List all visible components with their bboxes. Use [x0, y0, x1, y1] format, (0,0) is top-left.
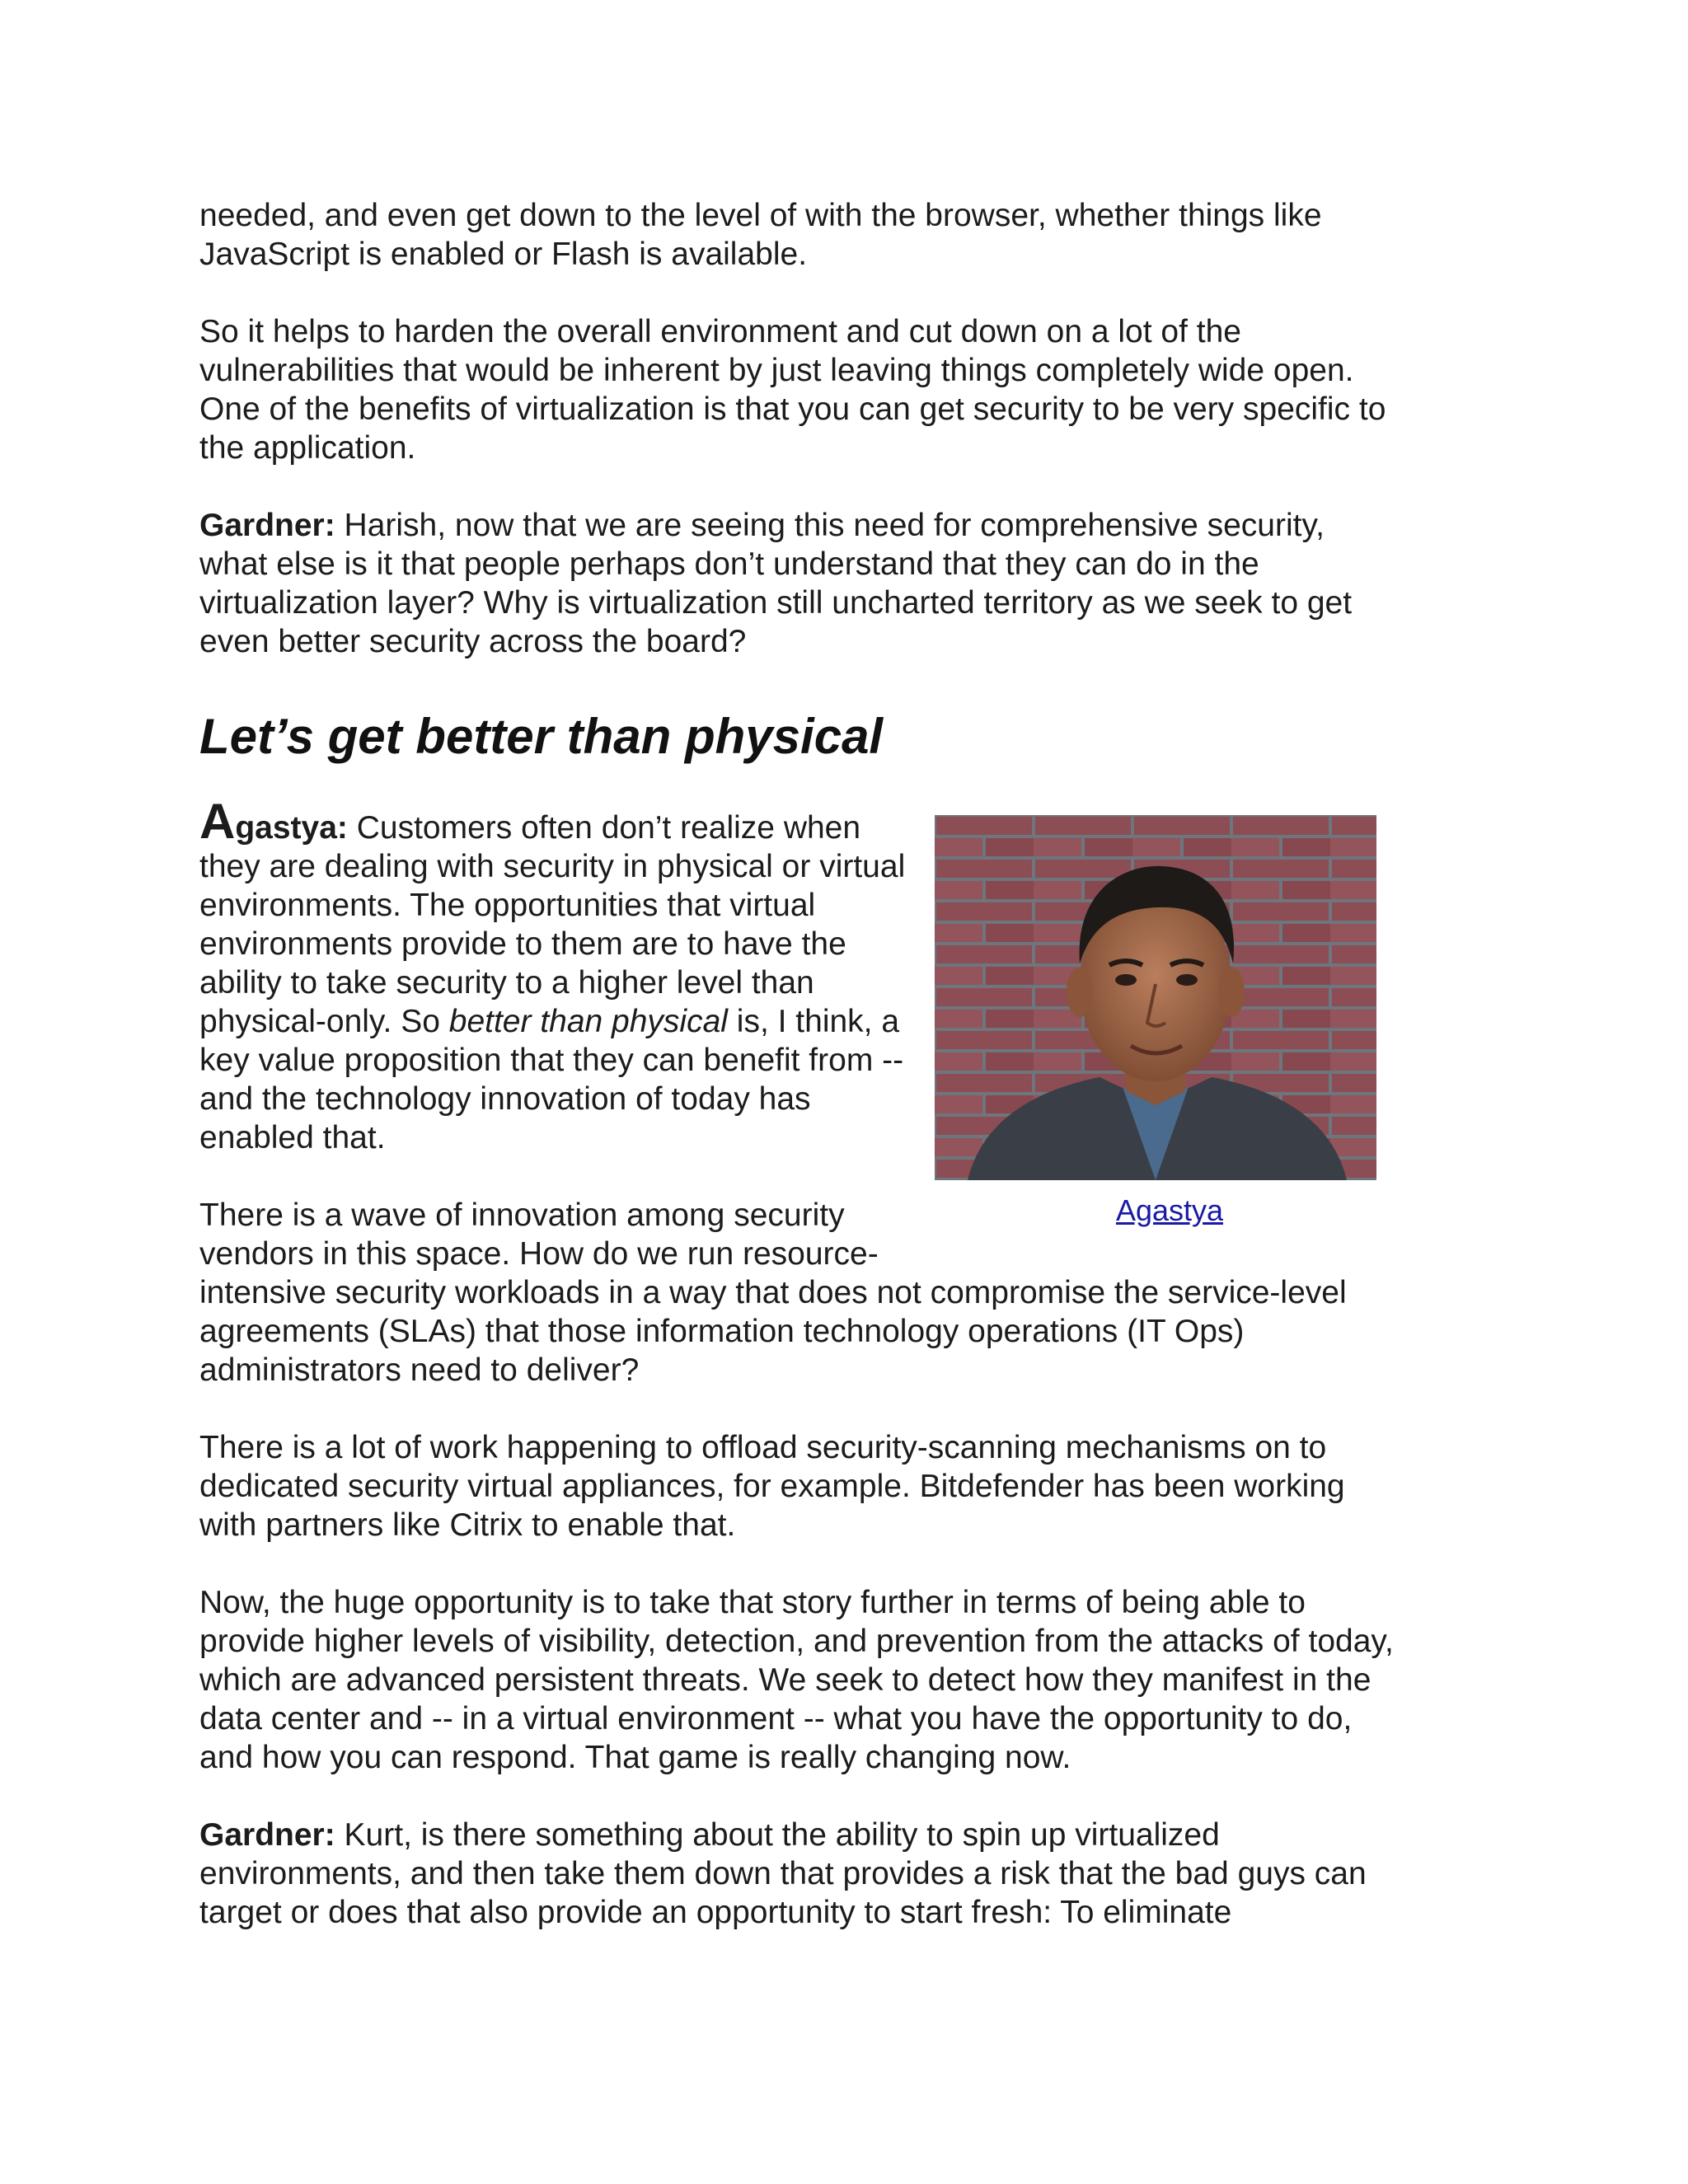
paragraph-8	[199, 1816, 1395, 1932]
portrait-figure	[935, 815, 1404, 1228]
paragraph-text: is, I think, a key value proposition that they can benefit from -- and the technology innovation of today has enabled that.	[199, 1004, 904, 1155]
article-body	[199, 196, 1395, 1971]
speaker-label: Gardner:	[199, 508, 335, 543]
portrait-photo[interactable]	[935, 815, 1376, 1180]
portrait-caption-link[interactable]: Agastya	[1115, 1193, 1224, 1227]
paragraph-7: Now, the huge opportunity is to take that story further in terms of being able to provide higher levels of visibility, detection, and prevention from the attacks of today, which are advanced persistent threats. We seek to detect how they manifest in the data center and -- in a virtual environment -- what you have the opportunity to do, and how you can respond. That game is really changing now.	[199, 1585, 1394, 1775]
paragraph-3	[199, 506, 1395, 661]
section-heading: Let’s get better than physical	[199, 709, 884, 764]
drop-cap: A	[199, 794, 236, 849]
paragraph-5: There is a wave of innovation among security vendors in this space. How do we run resource-intensive security workloads in a way that does not compromise the service-level agreements (SLAs) that those information technology operations (IT Ops) administrators need to deliver?	[199, 1197, 1347, 1388]
paragraph-2: So it helps to harden the overall environment and cut down on a lot of the vulnerabilities that would be inherent by just leaving things completely wide open. One of the benefits of virtualization is that you can get security to be very specific to the application.	[199, 314, 1386, 466]
paragraph-text: Customers often don’t realize when they are dealing with security in physical or virtual environments. The opportunities that virtual environments provide to them are to have the ability to take security to a higher level than physical-only. So	[199, 810, 906, 1039]
emphasis-text: better than physical	[448, 1004, 728, 1039]
paragraph-1: needed, and even get down to the level of with the browser, whether things like JavaScript is enabled or Flash is available.	[199, 198, 1322, 272]
paragraph-text: Harish, now that we are seeing this need for comprehensive security, what else is it that people perhaps don’t understand that they can do in the virtualization layer? Why is virtualization still uncharted territory as we seek to get even better security across the board?	[199, 508, 1353, 659]
speaker-label: Gardner:	[199, 1817, 335, 1853]
paragraph-6: There is a lot of work happening to offload security-scanning mechanisms on to dedicated security virtual appliances, for example. Bitdefender has been working with partners like Citrix to enable that.	[199, 1430, 1345, 1543]
speaker-label: gastya:	[235, 810, 348, 846]
paragraph-text: Kurt, is there something about the ability to spin up virtualized environments, and then take them down that provides a risk that the bad guys can target or does that also provide an opportunity to start fresh: To eliminate	[199, 1817, 1367, 1930]
